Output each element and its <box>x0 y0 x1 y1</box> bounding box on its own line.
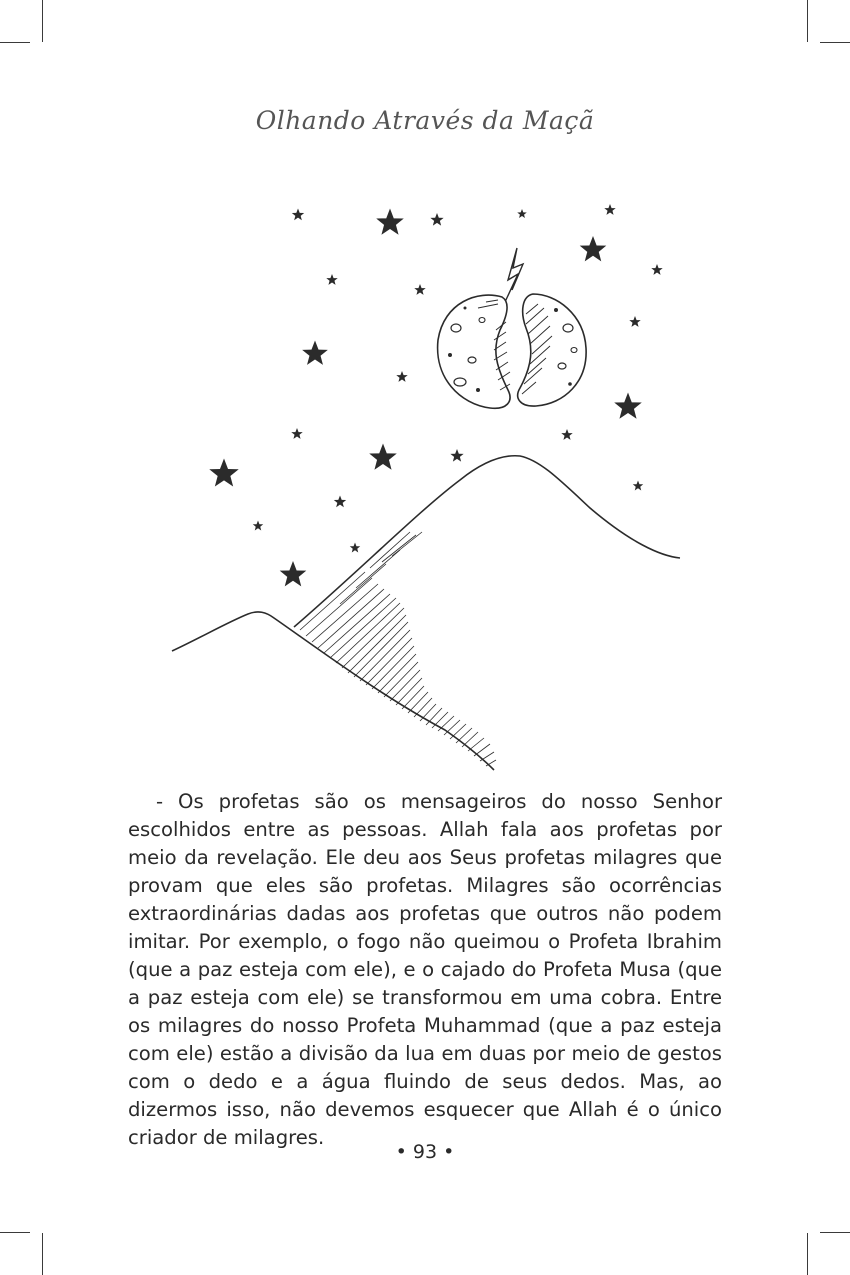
running-head: Olhando Através da Maçã <box>255 106 595 135</box>
page-number: • 93 • <box>395 1141 455 1163</box>
star <box>430 213 443 226</box>
star <box>561 429 572 440</box>
star <box>651 264 662 275</box>
star <box>376 209 404 235</box>
star <box>350 543 360 553</box>
crop-mark-bottom-left-vertical <box>42 1233 43 1275</box>
star <box>614 393 642 419</box>
crop-mark-bottom-left-horizontal <box>0 1232 30 1233</box>
crop-mark-top-right-vertical <box>807 0 808 42</box>
star <box>629 316 640 327</box>
star <box>291 428 302 439</box>
star <box>369 444 397 470</box>
crop-mark-bottom-right-vertical <box>807 1233 808 1275</box>
star <box>334 496 346 508</box>
star <box>326 274 337 285</box>
lightning-icon <box>505 248 523 302</box>
star <box>414 284 425 295</box>
star <box>633 481 643 491</box>
star <box>209 459 238 487</box>
crop-mark-top-left-vertical <box>42 0 43 42</box>
crop-mark-top-right-horizontal <box>820 42 850 43</box>
star <box>450 449 463 462</box>
star <box>604 204 615 215</box>
star <box>292 209 304 221</box>
moon-right-half <box>518 294 586 406</box>
stars-group <box>209 204 662 586</box>
crop-mark-top-left-horizontal <box>0 42 30 43</box>
body-paragraph: - Os profetas são os mensageiros do nosso Senhor escolhidos entre as pessoas. Allah fala aos profetas por meio da revelação. Ele deu aos Seus profetas milagres que provam que eles são profetas. Milagres são ocorrências extraordinárias dadas aos profetas que outros não podem imitar. Por exemplo, o fogo não queimou o Profeta Ibrahim (que a paz esteja com ele), e o cajado do Profeta Musa (que a paz esteja com ele) se transformou em uma cobra. Entre os milagres do nosso Profeta Muhammad (que a paz esteja com ele) estão a divisão da lua em duas por meio de gestos com o dedo e a água fluindo de seus dedos. Mas, ao dizermos isso, não devemos esquecer que Allah é o único criador de milagres. <box>128 790 722 1149</box>
star <box>580 236 607 261</box>
star <box>280 561 307 586</box>
star <box>302 341 328 365</box>
crop-mark-bottom-right-horizontal <box>820 1232 850 1233</box>
moon-split-illustration <box>160 190 700 790</box>
mountains <box>172 456 680 770</box>
star <box>253 521 263 531</box>
star <box>396 371 407 382</box>
star <box>517 209 527 218</box>
moon-left-half <box>438 295 510 408</box>
